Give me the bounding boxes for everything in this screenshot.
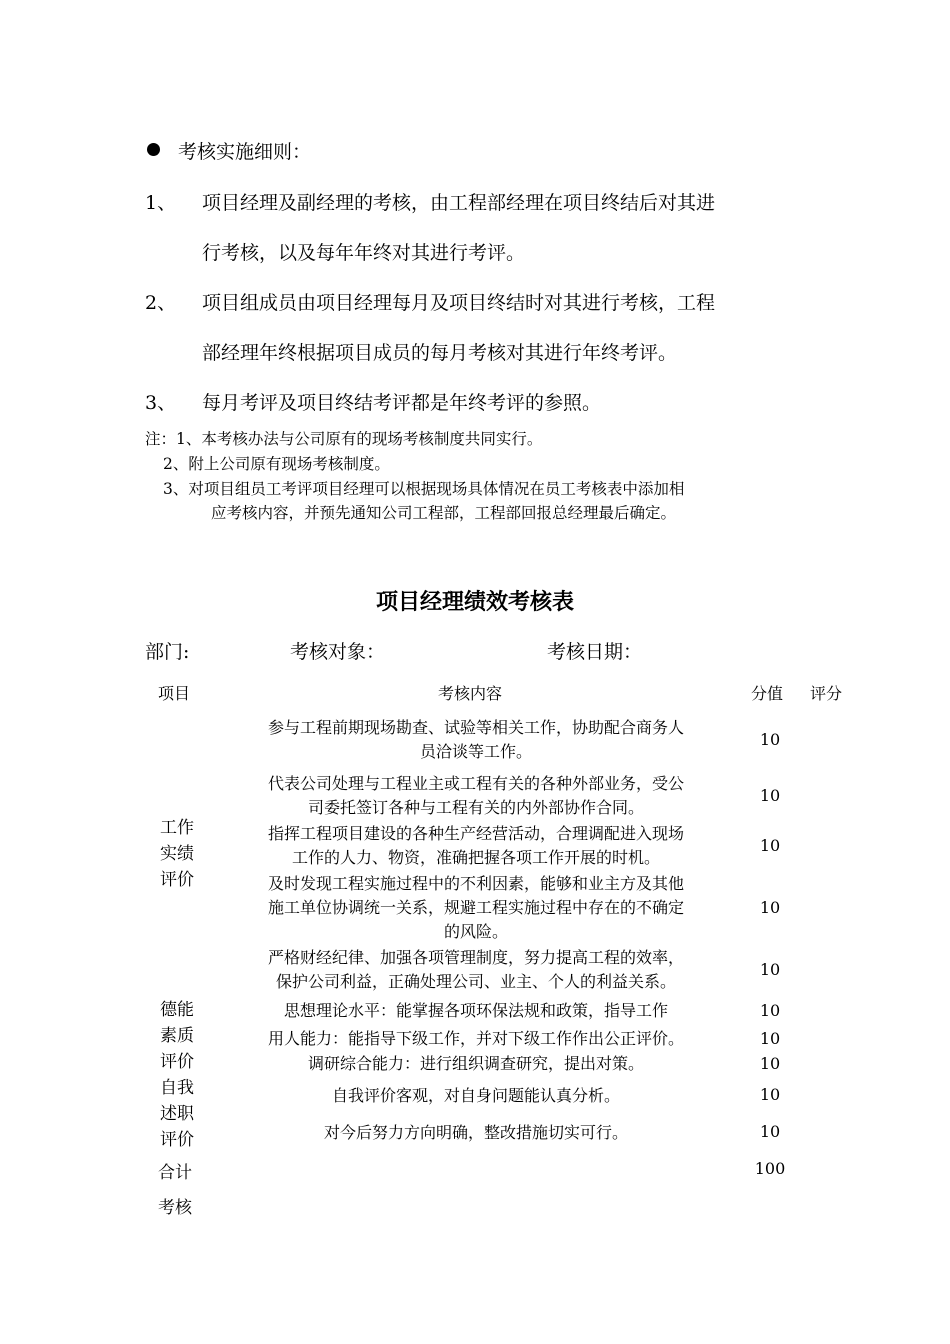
header-content: 考核内容 [438, 684, 503, 703]
category-virtue: 德能素质评价 [160, 1000, 194, 1072]
table-row-content: 指挥工程项目建设的各种生产经营活动，合理调配进入现场 工作的人力、物资，准确把握各项工作开展的时机。 [267, 824, 684, 867]
list-number: 2、 [145, 292, 177, 314]
category-work: 工作实绩评价 [160, 818, 194, 890]
bullet-icon [147, 143, 160, 156]
table-row-content: 思想理论水平：能掌握各项环保法规和政策，指导工作 [283, 1001, 668, 1020]
list-item-line: 项目经理及副经理的考核，由工程部经理在项目终结后对其进 [202, 192, 716, 214]
table-row-score: 10 [759, 960, 781, 979]
table-row-content: 参与工程前期现场勘查、试验等相关工作，协助配合商务人 员洽谈等工作。 [267, 718, 684, 761]
total-score: 100 [754, 1159, 786, 1178]
header-rating: 评分 [810, 684, 843, 703]
note-line: 应考核内容，并预先通知公司工程部，工程部回报总经理最后确定。 [211, 504, 677, 522]
form-title: 项目经理绩效考核表 [375, 589, 574, 615]
table-row-score: 10 [759, 898, 781, 917]
table-row-content: 及时发现工程实施过程中的不利因素，能够和业主方及其他 施工单位协调统一关系，规避工程实施过程中存在的不确定 的风险。 [267, 874, 684, 941]
list-item-line: 项目组成员由项目经理每月及项目终结时对其进行考核，工程 [202, 292, 716, 314]
table-row-content: 用人能力：能指导下级工作，并对下级工作作出公正评价。 [267, 1029, 684, 1048]
target-label: 考核对象： [290, 641, 386, 663]
table-row-score: 10 [759, 1029, 781, 1048]
header-score: 分值 [751, 684, 784, 703]
table-row-score: 10 [759, 730, 781, 749]
table-row-score: 10 [759, 1054, 781, 1073]
list-item-line: 行考核，以及每年年终对其进行考评。 [202, 242, 526, 264]
table-row-score: 10 [759, 1001, 781, 1020]
category-exam: 考核 [158, 1198, 192, 1218]
list-item-line: 部经理年终根据项目成员的每月考核对其进行年终考评。 [202, 342, 678, 364]
table-row-score: 10 [759, 1085, 781, 1104]
category-total: 合计 [158, 1163, 192, 1183]
table-row-content: 代表公司处理与工程业主或工程有关的各种外部业务，受公 司委托签订各种与工程有关的内外部协作合同。 [267, 774, 684, 817]
note-line: 2、附上公司原有现场考核制度。 [163, 455, 390, 473]
list-item-line: 每月考评及项目终结考评都是年终考评的参照。 [202, 392, 602, 414]
list-number: 1、 [145, 192, 177, 214]
note-line: 注：1、本考核办法与公司原有的现场考核制度共同实行。 [145, 430, 543, 448]
table-row-content: 对今后努力方向明确，整改措施切实可行。 [323, 1123, 628, 1142]
dept-label: 部门: [145, 641, 190, 663]
list-number: 3、 [145, 392, 177, 414]
header-item: 项目 [158, 684, 191, 703]
table-row-content: 自我评价客观，对自身问题能认真分析。 [331, 1086, 620, 1105]
date-label: 考核日期： [547, 641, 643, 663]
table-row-score: 10 [759, 836, 781, 855]
section-heading: 考核实施细则： [178, 141, 312, 163]
table-row-content: 严格财经纪律、加强各项管理制度，努力提高工程的效率， 保护公司利益，正确处理公司、业主、个人的利益关系。 [267, 948, 684, 991]
table-row-content: 调研综合能力：进行组织调查研究，提出对策。 [307, 1054, 644, 1073]
table-row-score: 10 [759, 1122, 781, 1141]
category-self: 自我述职评价 [160, 1078, 194, 1150]
table-row-score: 10 [759, 786, 781, 805]
note-line: 3、对项目组员工考评项目经理可以根据现场具体情况在员工考核表中添加相 [163, 480, 685, 498]
